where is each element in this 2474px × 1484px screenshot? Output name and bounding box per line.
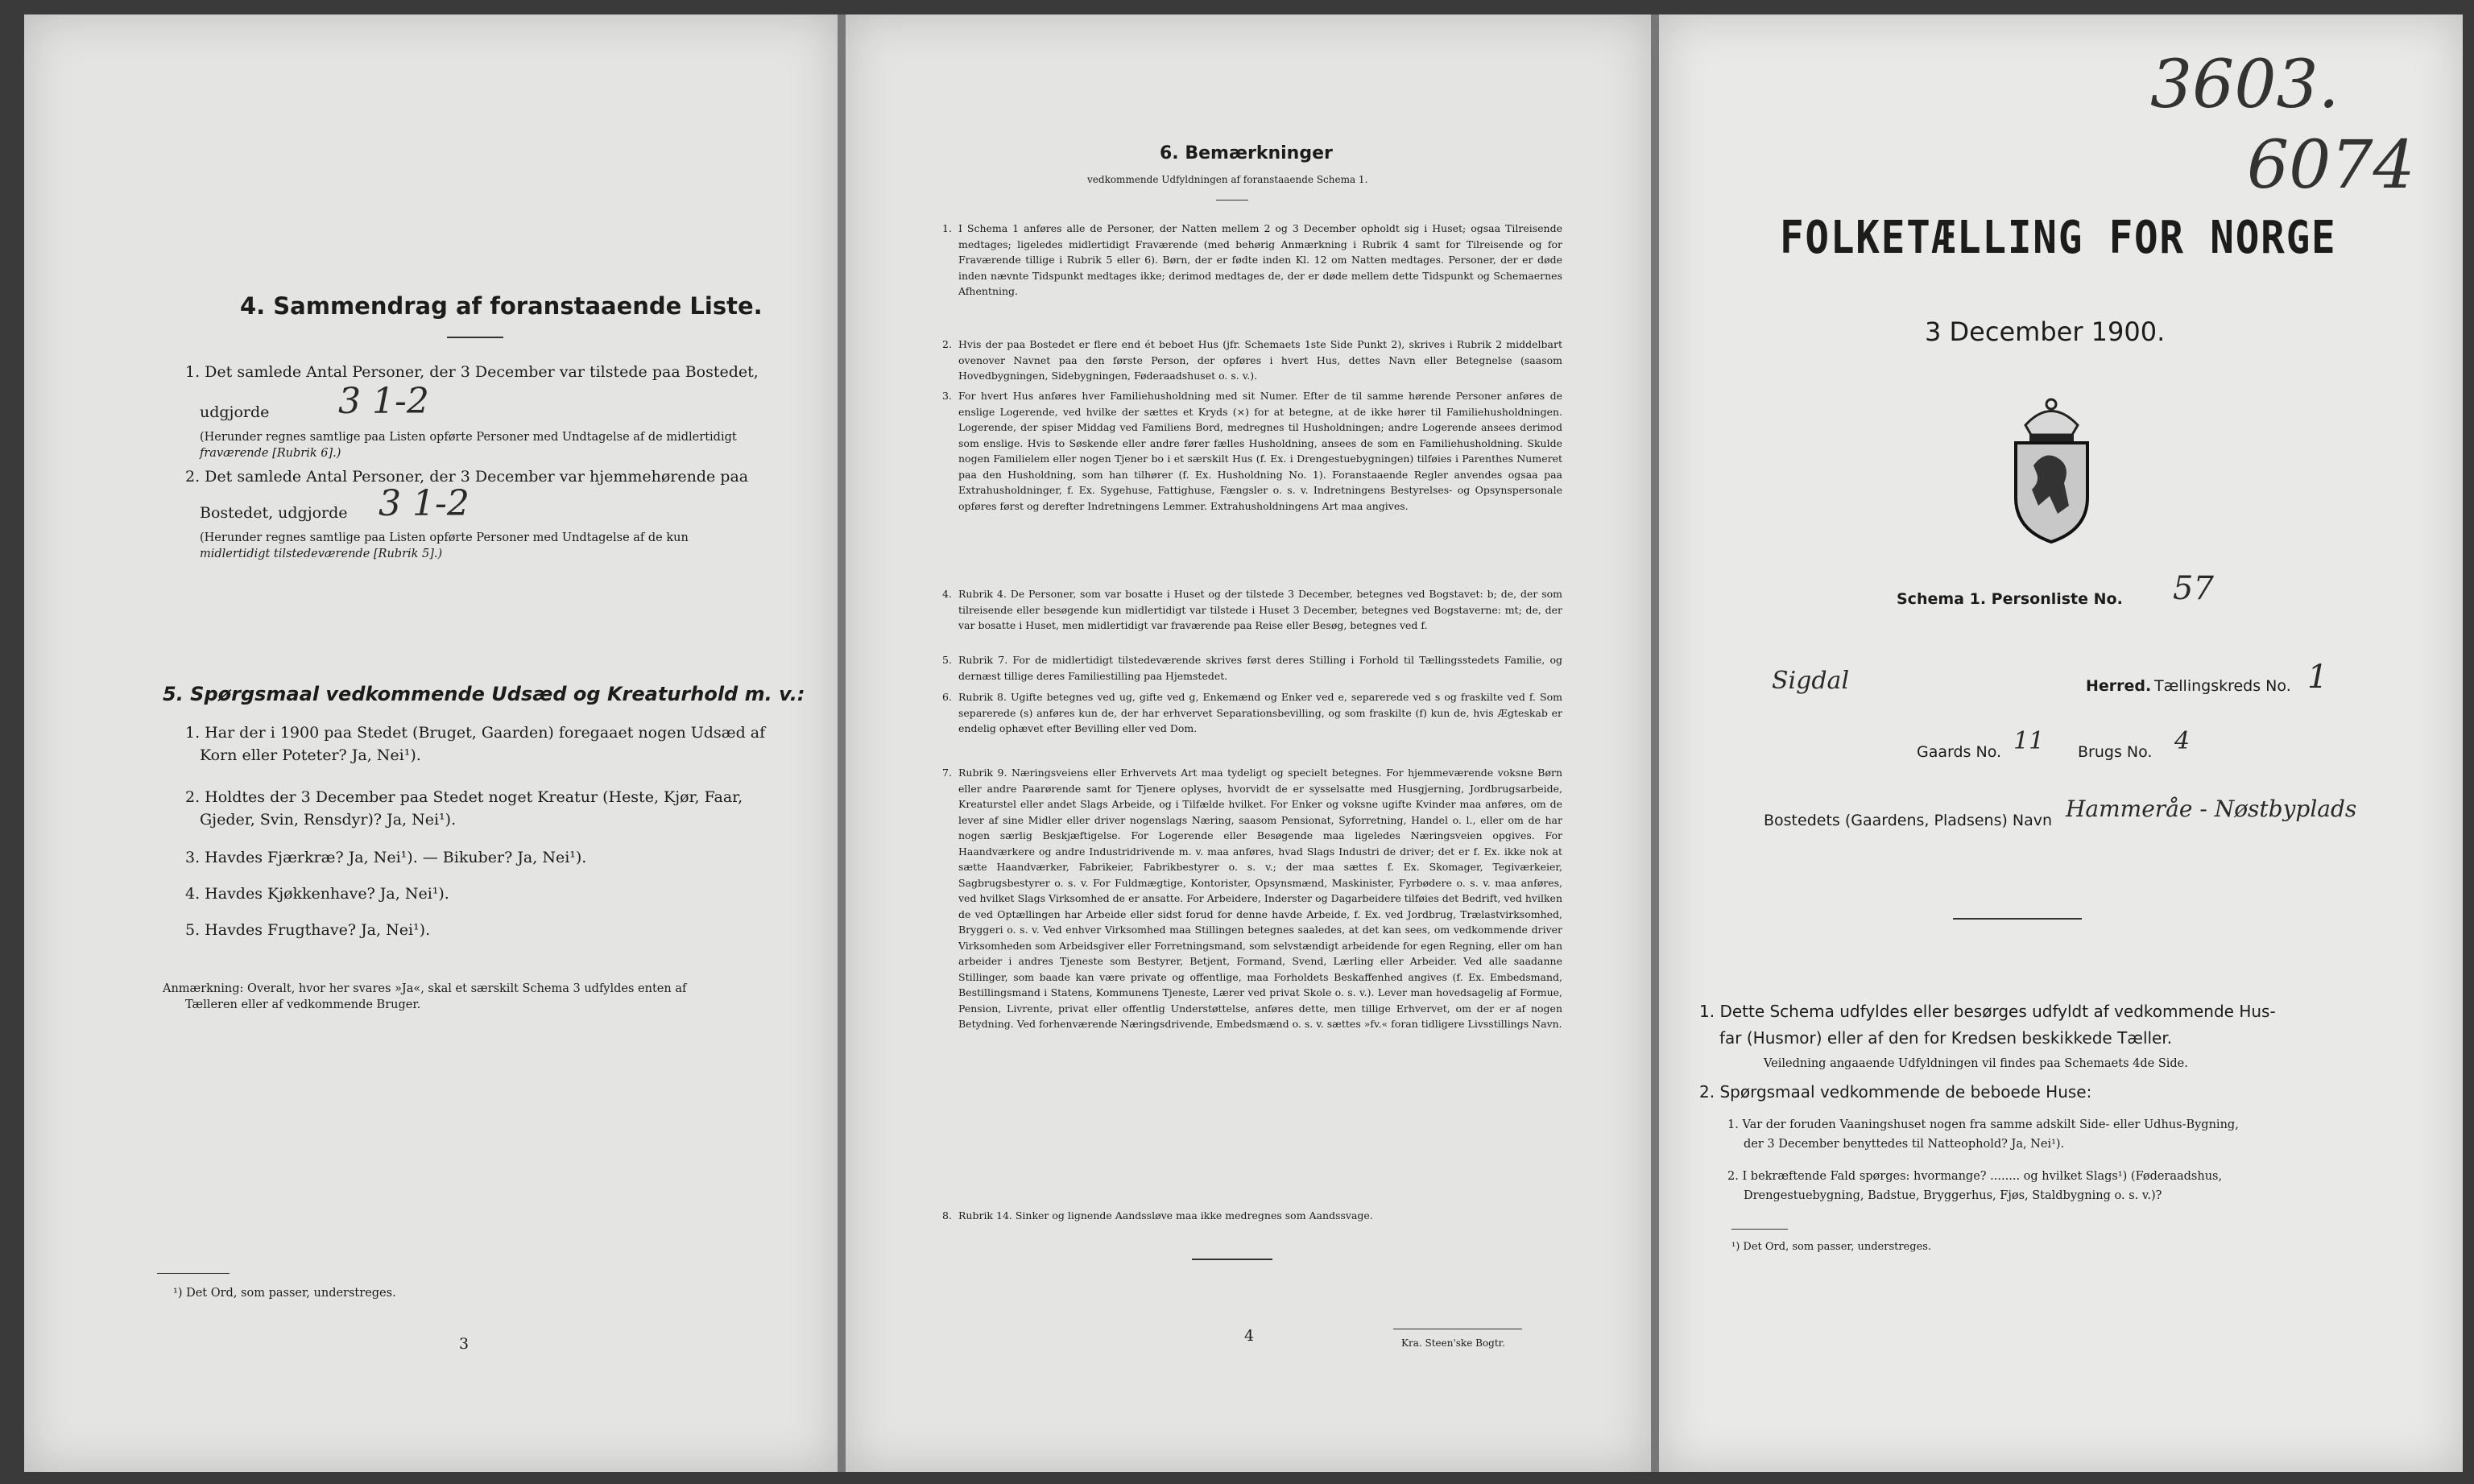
q1-line1: 1. Det samlede Antal Personer, der 3 December var tilstede paa Bostedet,	[185, 363, 759, 381]
footnote-rule	[157, 1273, 230, 1274]
instruction-2-1a: 1. Var der foruden Vaaningshuset nogen fra samme adskilt Side- eller Udhus-Bygning,	[1727, 1118, 2239, 1131]
s5-q1b: Korn eller Poteter? Ja, Nei¹).	[200, 746, 421, 764]
instruction-2-1b: der 3 December benyttedes til Natteophold? Ja, Nei¹).	[1744, 1138, 2065, 1151]
remark-item: I Schema 1 anføres alle de Personer, der Natten mellem 2 og 3 December opholdt sig i Huset; ogsaa Tilreisende medtages; ligeledes midlertidigt Fraværende (med behørig Anmærkning i Rubrik 4 samt for Tilreisende og for Fraværende tillige i Rubrik 5 eller 6). Børn, der er fødte inden Kl. 12 om Natten medtages. Personer, der er døde inden nævnte Tidspunkt medtages ikke; derimod medtages de, der er døde mellem dette Tidspunkt og Schemaernes Afhentning.	[958, 222, 1562, 297]
page-number: 3	[459, 1335, 470, 1353]
s5-q4: 4. Havdes Kjøkkenhave? Ja, Nei¹).	[185, 885, 449, 903]
footnote: ¹) Det Ord, som passer, understreges.	[173, 1287, 396, 1300]
instruction-1c: Veiledning angaaende Udfyldningen vil findes paa Schemaets 4de Side.	[1764, 1057, 2188, 1070]
page-3	[24, 14, 838, 1472]
remark-item: Rubrik 4. De Personer, som var bosatte i Huset og der tilstede 3 December, betegnes ved Bogstavet: b; de, der som tilreisende eller besøgende kun midlertidigt var tilstede i Huset 3 December, betegnes ved Bogstaverne: mt; de, der var bosatte i Huset, men midlertidigt var fraværende paa Reise eller Besøg, betegnes ved f.	[958, 588, 1562, 631]
census-date: 3 December 1900.	[1925, 316, 2166, 347]
instruction-2: 2. Spørgsmaal vedkommende de beboede Huse:	[1699, 1082, 2092, 1102]
remark-item: Rubrik 7. For de midlertidigt tilstedeværende skrives først deres Stilling i Forhold til Tællingsstedets Familie, og dernæst tillige deres Familiestilling paa Hjemstedet.	[958, 654, 1562, 682]
brugs-value: 4	[2174, 727, 2191, 755]
gaards-label: Gaards No.	[1917, 743, 2002, 761]
page-gutter	[1651, 14, 1659, 1472]
printer-credit: Kra. Steen'ske Bogtr.	[1401, 1337, 1505, 1349]
q1-label: udgjorde	[200, 403, 270, 421]
item-number: 8.	[942, 1209, 952, 1222]
item-number: 7.	[942, 767, 952, 779]
item-number: 4.	[942, 588, 952, 600]
herred-label: Herred.	[2086, 677, 2152, 695]
remark-item: Rubrik 8. Ugifte betegnes ved ug, gifte ved g, Enkemænd og Enker ved e, separerede ved s og fraskilte ved f. Som separerede (s) anføres kun de, der har erhvervet Separationsbevilling, og som fraskilte (f) kun de, hvis Ægteskab er endelig ophævet efter Bevilling eller ved Dom.	[958, 691, 1562, 734]
divider	[1953, 918, 2082, 920]
q2-note-2: midlertidigt tilstedeværende [Rubrik 5].)	[200, 548, 443, 560]
s5-q2b: Gjeder, Svin, Rensdyr)? Ja, Nei¹).	[200, 811, 457, 829]
item-number: 2.	[942, 338, 952, 350]
q1-handwritten-value: 3 1-2	[338, 381, 429, 422]
cover-page	[1659, 14, 2463, 1472]
remark-line1: Anmærkning: Overalt, hvor her svares »Ja«, skal et særskilt Schema 3 udfyldes enten af	[163, 982, 687, 995]
item-number: 6.	[942, 691, 952, 703]
q2-note-1: (Herunder regnes samtlige paa Listen opførte Personer med Undtagelse af de kun	[200, 531, 689, 544]
instruction-2-2a: 2. I bekræftende Fald spørges: hvormange? ........ og hvilket Slags¹) (Føderaadshus,	[1727, 1170, 2223, 1183]
herred-value: Sigdal	[1772, 667, 1850, 695]
remark-item: For hvert Hus anføres hver Familiehusholdning med sit Numer. Efter de til samme hørende Personer anføres de enslige Logerende, ved hvilke der sættes et Kryds (×) for at betegne, at de ikke hører til Familiehusholdningen. Logerende, der spiser Middag ved Familiens Bord, medregnes til Husholdningen; andre Logerende ansees derimod som enslige. Hvis to Søskende eller andre fører fælles Husholdning, ansees de som en Familiehusholdning. Skulde nogen Familielem eller nogen Tjener bo i et særskilt Hus (f. Ex. i Drengestuebygningen) tilføies i Parenthes Numeret paa den Husholdning, som han tilhører (f. Ex. Husholdning No. 1). Foranstaaende Regler anvendes ogsaa paa Extrahusholdninger, f. Ex. Sygehuse, Fattighuse, Fængsler o. s. v. Indretningens Bestyrelses- og Opsynspersonale opføres først og derefter Indretningens Lemmer. Extrahusholdningens Art maa angives.	[958, 390, 1562, 512]
bosted-label: Bostedets (Gaardens, Pladsens) Navn	[1764, 812, 2053, 829]
remark-item: Hvis der paa Bostedet er flere end ét beboet Hus (jfr. Schemaets 1ste Side Punkt 2), skrives i Rubrik 2 middelbart ovenover Navnet paa den første Person, der opføres i hvert Hus, dettes Navn eller Betegnelse (saasom Hovedbygningen, Sidebygningen, Føderaadshuset o. s. v.).	[958, 338, 1562, 382]
remark-item: Rubrik 14. Sinker og lignende Aandssløve maa ikke medregnes som Aandssvage.	[958, 1209, 1373, 1222]
divider	[1192, 1259, 1272, 1260]
remarks-subtitle: vedkommende Udfyldningen af foranstaaende Schema 1.	[1087, 174, 1368, 185]
s5-q1a: 1. Har der i 1900 paa Stedet (Bruget, Gaarden) foregaaet nogen Udsæd af	[185, 724, 766, 742]
instruction-1a: 1. Dette Schema udfyldes eller besørges udfyldt af vedkommende Hus-	[1699, 1002, 2276, 1021]
bosted-value: Hammeråe - Nøstbyplads	[2066, 796, 2357, 822]
footnote: ¹) Det Ord, som passer, understreges.	[1731, 1241, 1932, 1253]
item-number: 5.	[942, 654, 952, 666]
s5-q2a: 2. Holdtes der 3 December paa Stedet noget Kreatur (Heste, Kjør, Faar,	[185, 788, 743, 806]
remark-line2: Tælleren eller af vedkommende Bruger.	[185, 998, 421, 1011]
instruction-2-2b: Drengestuebygning, Badstue, Bryggerhus, Fjøs, Staldbygning o. s. v.)?	[1744, 1189, 2162, 1202]
page-gutter	[838, 14, 846, 1472]
section-5-title: 5. Spørgsmaal vedkommende Udsæd og Kreaturhold m. v.:	[163, 683, 805, 705]
archive-number-1: 3603.	[2150, 47, 2340, 123]
item-number: 3.	[942, 390, 952, 402]
q2-label: Bostedet, udgjorde	[200, 504, 348, 522]
s5-q5: 5. Havdes Frugthave? Ja, Nei¹).	[185, 921, 431, 939]
kreds-value: 1	[2307, 659, 2328, 696]
brugs-label: Brugs No.	[2078, 743, 2153, 761]
coat-of-arms-icon	[2001, 393, 2102, 546]
kreds-label: Tællingskreds No.	[2154, 677, 2291, 695]
footnote-rule	[1731, 1229, 1788, 1230]
gaards-value: 11	[2013, 727, 2045, 755]
q1-note-2: fraværende [Rubrik 6].)	[200, 447, 341, 460]
section-4-title: 4. Sammendrag af foranstaaende Liste.	[240, 292, 763, 320]
item-number: 1.	[942, 222, 952, 234]
q2-handwritten-value: 3 1-2	[379, 483, 470, 524]
divider	[447, 337, 503, 338]
remark-item: Rubrik 9. Næringsveiens eller Erhvervets Art maa tydeligt og specielt betegnes. For hjemmeværende voksne Børn eller andre Paarørende samt for Tjenere oplyses, hvorvidt de er sysselsatte med Husgjerning, Jordbrugsarbeide, Kreaturstel eller andet Slags Arbeide, og i Tilfælde hvilket. For Enker og voksne ugifte Kvinder maa anføres, om de lever af sine Midler eller driver nogenslags Næring, saasom Pensionat, Syforretning, Handel o. l., eller om de har nogen særlig Beskjæftigelse. For Logerende eller Besøgende maa ligeledes Næringsveien opgives. For Haandværkere og andre Industridrivende m. v. maa anføres, hvad Slags Industri de driver; det er f. Ex. ikke nok at sætte Haandværker, Fabrikeier, Fabrikbestyrer o. s. v.; der maa sættes f. Ex. Skomager, Tegiværkeier, Sagbrugsbestyrer o. s. v. For Fuldmægtige, Kontorister, Opsynsmænd, Maskinister, Fyrbødere o. s. v. maa anføres, ved hvilket Slags Virksomhed de er ansatte. For Arbeidere, Inderster og Dagarbeidere tilføies det Bedrift, ved hvilken de ved Optællingen har Arbeide eller sidst forud for denne havde Arbeide, f. Ex. ved Jordbrug, Trælastvirksomhed, Bryggeri o. s. v. Ved enhver Virksomhed maa Stillingen betegnes saaledes, at det kan sees, om vedkommende driver Virksomheden som Arbeidsgiver eller Forretningsmand, som selvstændigt arbeidende for egen Regning, eller om han arbeider i andres Tjeneste som Bestyrer, Betjent, Formand, Svend, Lærling eller Arbeider. Ved alle saadanne Stillinger, som baade kan være private og offentlige, maa Forholdets Beskaffenhed angives (f. Ex. Embedsmand, Bestillingsmand i Statens, Kommunens Tjeneste, Lærer ved privat Skole o. s. v.). Lever man hovedsagelig af Formue, Pension, Livrente, privat eller offentlig Understøttelse, anføres dette, men tillige Erhvervet, om der er af nogen Betydning. Ved forhenværende Næringsdrivende, Embedsmænd o. s. v. sættes »fv.« foran tidligere Livsstillings Navn.	[958, 767, 1562, 1030]
instruction-1b: far (Husmor) eller af den for Kredsen beskikkede Tæller.	[1719, 1028, 2173, 1048]
personliste-number: 57	[2173, 570, 2214, 607]
q2-line1: 2. Det samlede Antal Personer, der 3 December var hjemmehørende paa	[185, 468, 749, 486]
s5-q3: 3. Havdes Fjærkræ? Ja, Nei¹). — Bikuber? Ja, Nei¹).	[185, 849, 587, 866]
archive-number-2: 6074	[2247, 127, 2415, 204]
census-title: FOLKETÆLLING FOR NORGE	[1780, 212, 2337, 264]
remarks-title: 6. Bemærkninger	[1160, 143, 1333, 163]
q1-note-1: (Herunder regnes samtlige paa Listen opførte Personer med Undtagelse af de midlertidigt	[200, 431, 737, 444]
page-4	[846, 14, 1651, 1472]
page-number: 4	[1244, 1327, 1255, 1345]
schema-label: Schema 1. Personliste No.	[1897, 590, 2123, 608]
